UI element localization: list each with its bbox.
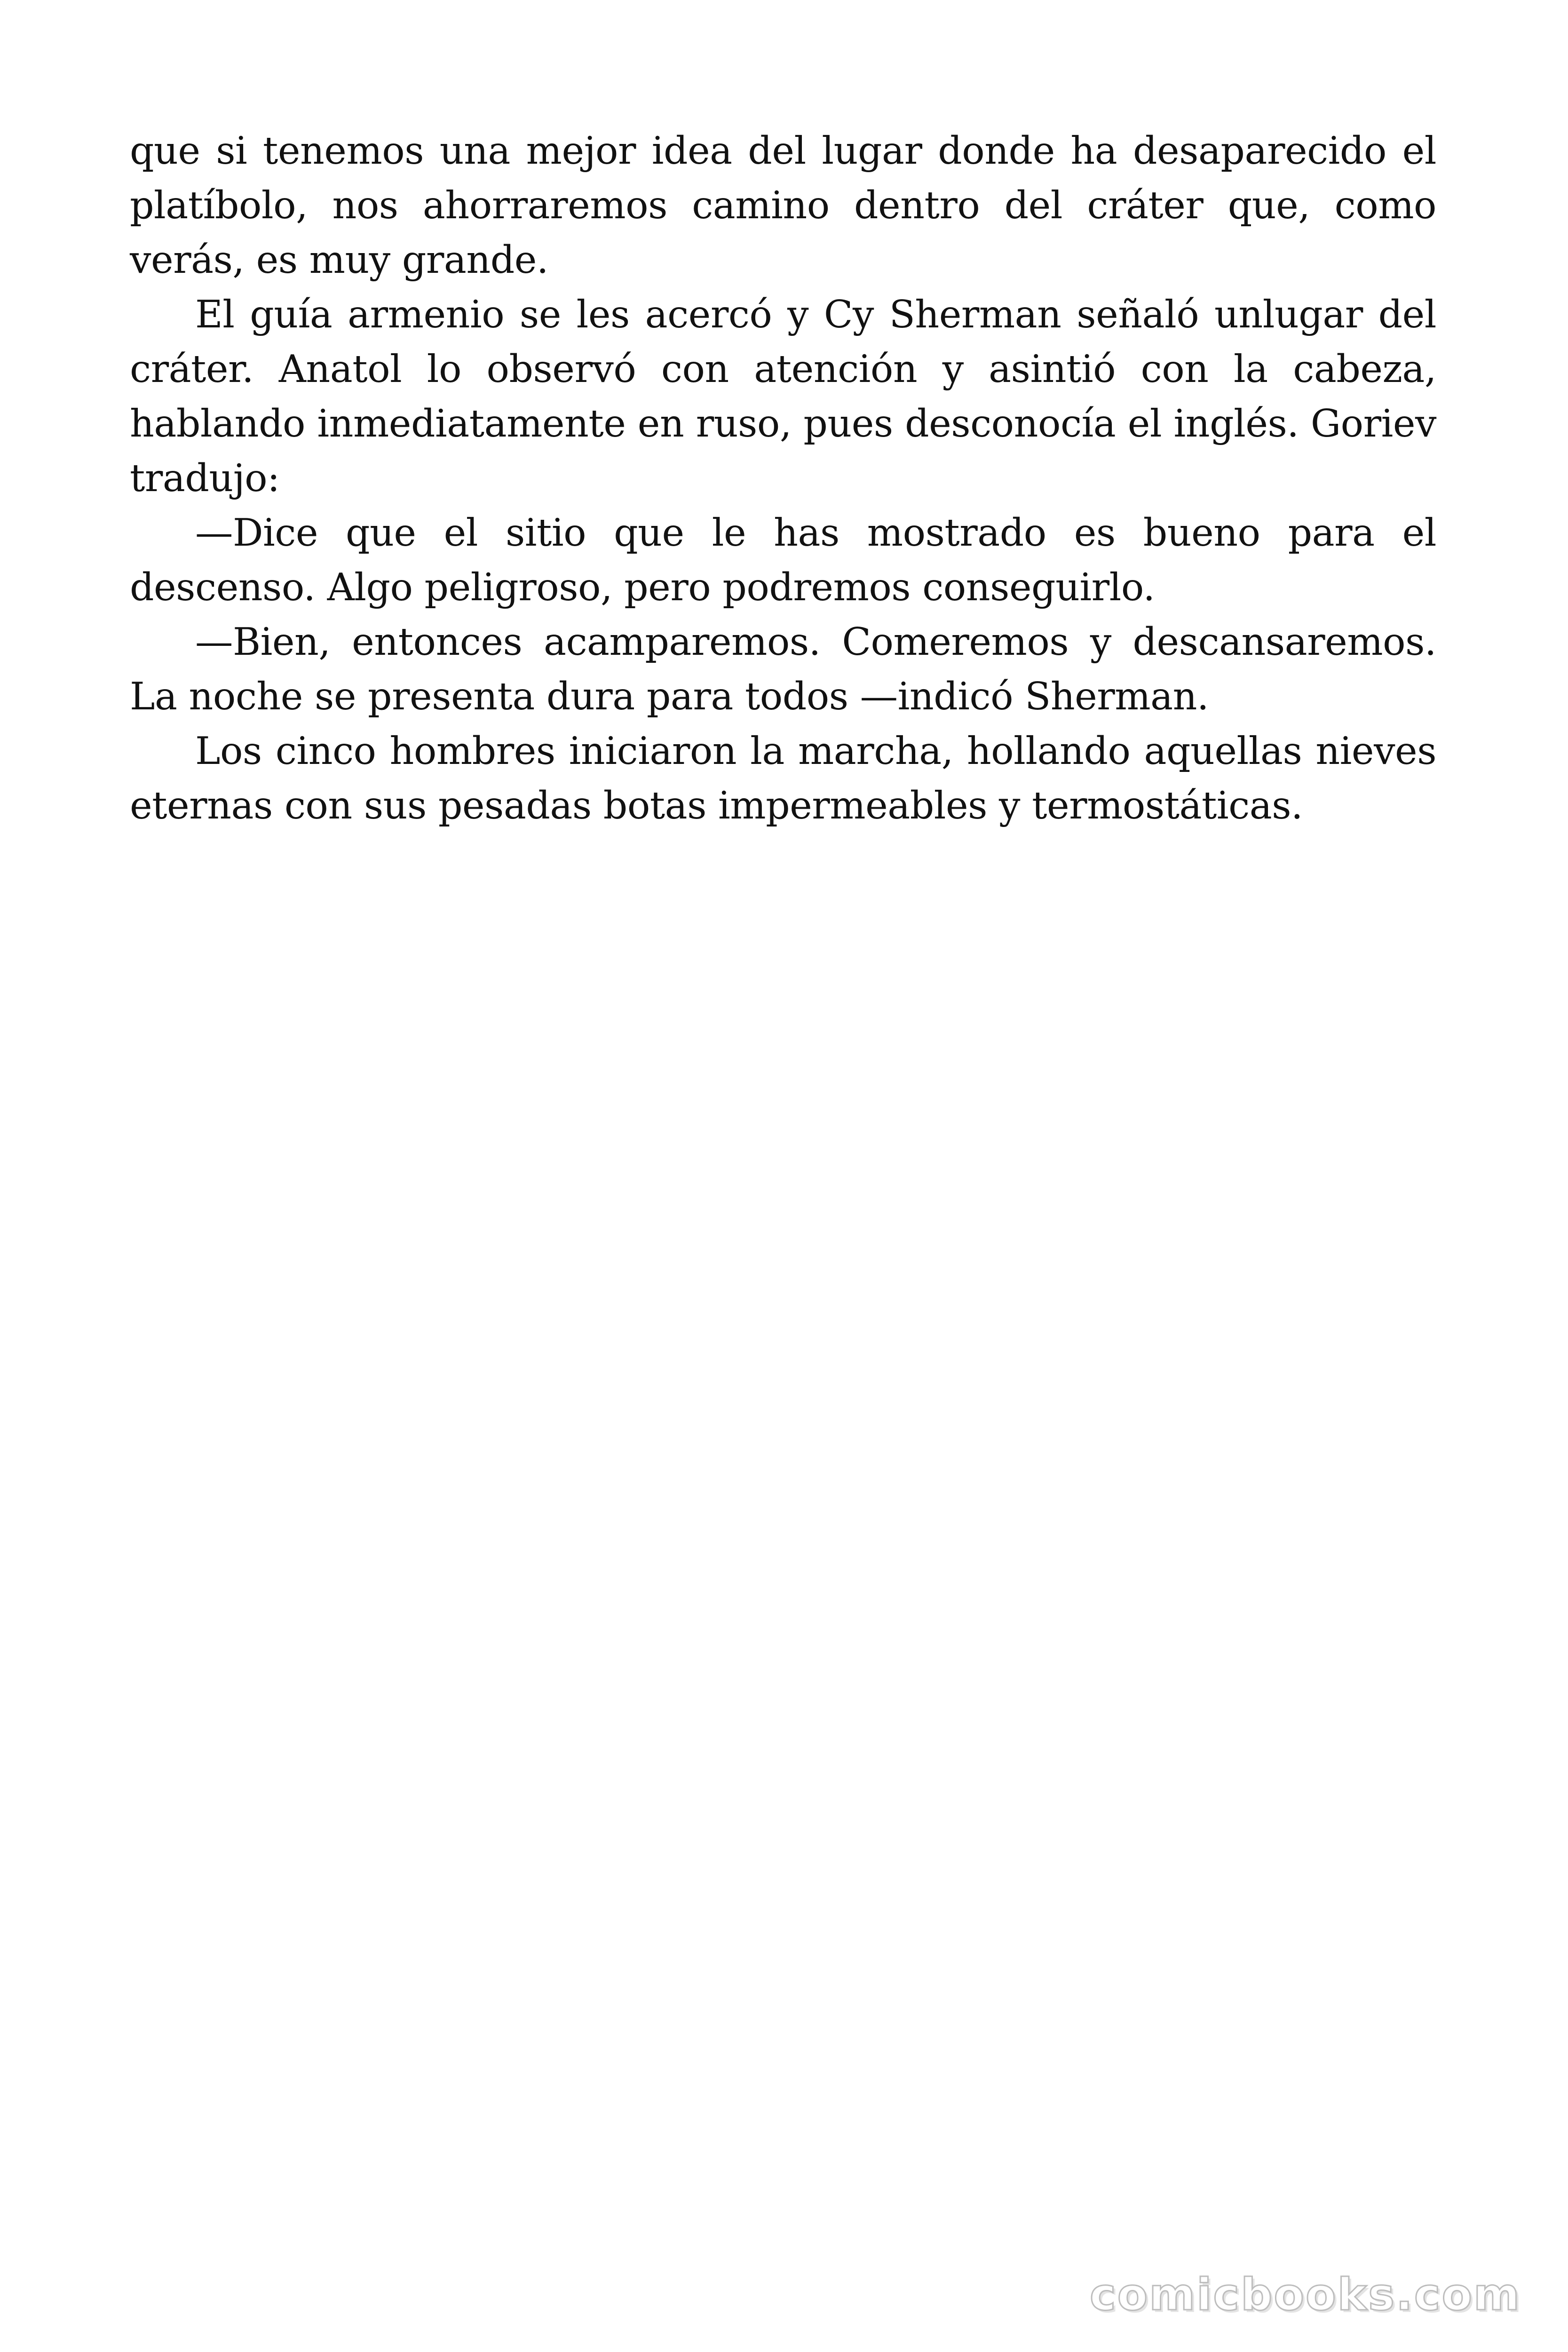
paragraph-continuation: que si tenemos una mejor idea del lugar donde ha desaparecido el platíbolo, nos ahorraremos camino dentro del cráter que, como verás, es muy grande.: [130, 128, 1436, 282]
paragraph-dialogue-descent: —Dice que el sitio que le has mostrado es bueno para el descenso. Algo peligroso, pero podremos conseguirlo.: [130, 510, 1436, 609]
paragraph-march: Los cinco hombres iniciaron la marcha, hollando aquellas nieves eternas con sus pesadas botas impermeables y termostáticas.: [130, 729, 1436, 827]
page-body: [130, 123, 1436, 833]
paragraph-dialogue-camp: —Bien, entonces acamparemos. Comeremos y descansaremos. La noche se presenta dura para todos —indicó Sherman.: [130, 620, 1436, 718]
paragraph-guide-approach: El guía armenio se les acercó y Cy Sherman señaló unlugar del cráter. Anatol lo observó con atención y asintió con la cabeza, hablando inmediatamente en ruso, pues desconocía el inglés. Goriev tradujo:: [130, 292, 1436, 500]
watermark: comicbooks.com: [1089, 2269, 1521, 2320]
